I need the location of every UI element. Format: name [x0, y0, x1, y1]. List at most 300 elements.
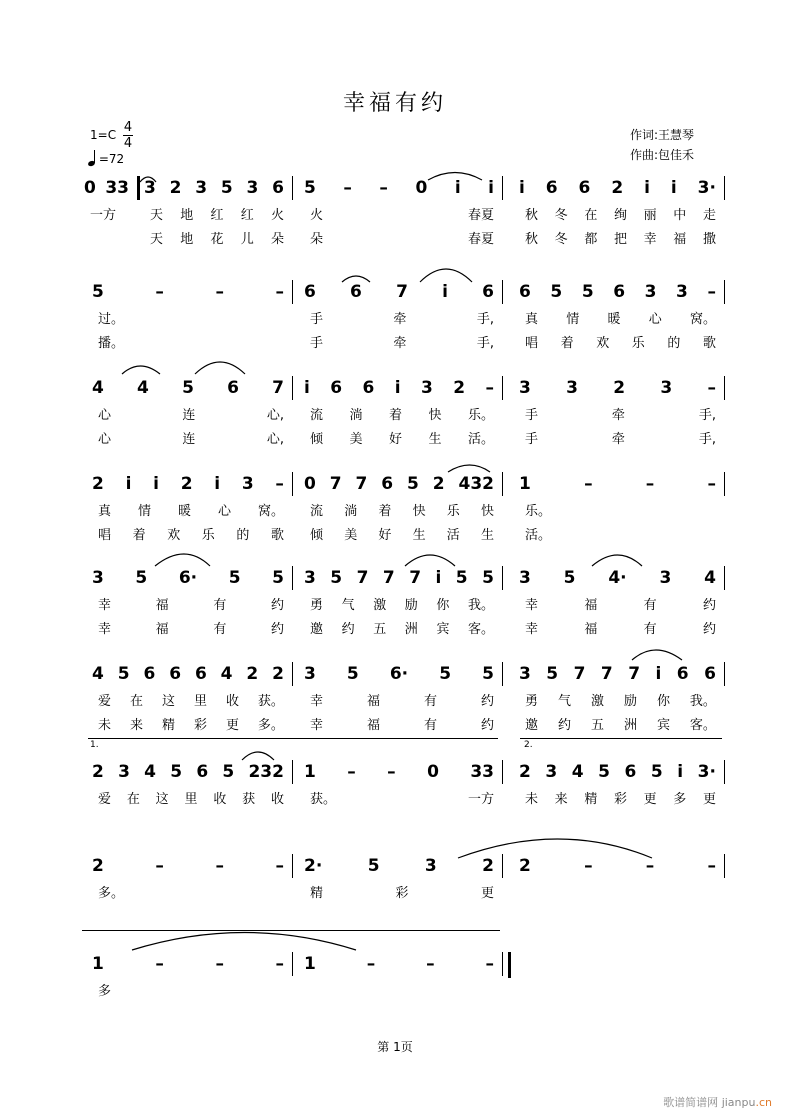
- barline: [502, 472, 503, 496]
- barline: [292, 376, 293, 400]
- lyric-syllable: 有: [643, 622, 657, 637]
- lyric-line-1: [525, 690, 716, 709]
- measure-notes: [92, 378, 284, 398]
- lyric-syllable: 约: [480, 694, 494, 709]
- lyric-line-1: [90, 204, 129, 223]
- note: 5: [581, 282, 594, 302]
- note: 3: [144, 178, 156, 198]
- lyric-syllable: 更: [702, 792, 716, 807]
- lyric-syllable: 约: [270, 598, 284, 613]
- note: 432: [458, 474, 494, 494]
- lyric-syllable: 快: [412, 504, 426, 519]
- note: –: [584, 474, 593, 494]
- lyric-syllable: 五: [590, 718, 604, 733]
- lyric-syllable: 你: [656, 694, 670, 709]
- note: 4: [137, 378, 149, 398]
- lyric-syllable: 红: [240, 208, 254, 223]
- measure-notes: [519, 474, 716, 494]
- measure-notes: [519, 762, 716, 782]
- barline: [292, 760, 293, 784]
- lyric-line-2: [525, 428, 716, 447]
- note: 5: [550, 282, 563, 302]
- lyric-line-1: [98, 594, 284, 613]
- note: i: [394, 378, 401, 398]
- lyric-syllable: 有: [213, 598, 227, 613]
- lyric-line-1: [525, 204, 716, 223]
- note: –: [707, 856, 716, 876]
- note: 2: [180, 474, 193, 494]
- note: 3: [118, 762, 130, 782]
- measure-notes: [92, 954, 284, 974]
- note: 6: [304, 282, 316, 302]
- note: –: [379, 178, 388, 198]
- barline: [502, 760, 503, 784]
- note: 6: [330, 378, 343, 398]
- lyric-syllable: 精: [310, 886, 324, 901]
- note: 3: [519, 378, 531, 398]
- note: 7: [272, 378, 284, 398]
- note: 2: [482, 856, 494, 876]
- lyric-syllable: 秋: [525, 232, 539, 247]
- lyric-line-1: [310, 204, 494, 223]
- lyric-syllable: 有: [643, 598, 657, 613]
- note: 7: [600, 664, 613, 684]
- barline: [292, 854, 293, 878]
- volta-1-bracket: [88, 738, 498, 739]
- lyric-syllable: 快: [480, 504, 494, 519]
- slur: [155, 554, 210, 566]
- lyric-line-2: [525, 228, 716, 247]
- lyric-syllable: 宾: [436, 622, 450, 637]
- lyric-syllable: 里: [193, 694, 207, 709]
- note: 6: [362, 378, 375, 398]
- lyric-syllable: 暖: [607, 312, 621, 327]
- lyric-syllable: 播。: [98, 336, 125, 351]
- barline: [724, 662, 725, 686]
- note: 5: [304, 178, 316, 198]
- volta-1-label: 1.: [90, 740, 99, 750]
- lyric-syllable: 福: [366, 694, 380, 709]
- note: 5: [330, 568, 343, 588]
- lyric-line-1: [310, 404, 494, 423]
- lyric-syllable: 彩: [395, 886, 409, 901]
- note: 2: [272, 664, 284, 684]
- lyric-syllable: 手: [310, 336, 324, 351]
- note: 6·: [178, 568, 198, 588]
- lyric-line-2: [98, 428, 284, 447]
- lyric-syllable: 收: [225, 694, 239, 709]
- note: 6: [143, 664, 156, 684]
- measure-notes: [519, 568, 716, 588]
- barline: [502, 854, 503, 878]
- lyric-syllable: 心,: [266, 408, 284, 423]
- lyric-syllable: 着: [378, 504, 392, 519]
- quarter-note-icon: [87, 160, 95, 167]
- lyric-syllable: 活。: [467, 432, 494, 447]
- key-signature: 1=C: [90, 128, 117, 142]
- lyric-syllable: 气: [557, 694, 571, 709]
- lyric-syllable: 牵: [611, 408, 625, 423]
- note: 7: [329, 474, 342, 494]
- lyric-syllable: 一方: [90, 208, 117, 223]
- lyric-syllable: 冬: [554, 232, 568, 247]
- lyric-syllable: 精: [161, 718, 175, 733]
- lyric-syllable: 幸: [310, 718, 324, 733]
- lyric-syllable: 着: [388, 408, 402, 423]
- barline: [502, 376, 503, 400]
- lyric-syllable: 暖: [177, 504, 191, 519]
- lyric-syllable: 约: [557, 718, 571, 733]
- lyric-syllable: 绚: [613, 208, 627, 223]
- lyric-syllable: 激: [373, 598, 387, 613]
- note: 2: [92, 474, 104, 494]
- lyric-syllable: 秋: [525, 208, 539, 223]
- barline: [292, 566, 293, 590]
- lyric-syllable: 获。: [257, 694, 284, 709]
- note: –: [366, 954, 376, 974]
- note: 0: [427, 762, 439, 782]
- note: 5: [346, 664, 359, 684]
- tempo-mark: [88, 150, 124, 166]
- note: i: [304, 378, 310, 398]
- measure-notes: [92, 474, 284, 494]
- lyric-syllable: 来: [554, 792, 568, 807]
- note: 5: [598, 762, 610, 782]
- lyric-syllable: 着: [560, 336, 574, 351]
- composer-credit: 作曲:包佳禾: [630, 148, 695, 162]
- note: –: [215, 856, 224, 876]
- lyric-syllable: 更: [225, 718, 239, 733]
- lyric-syllable: 情: [566, 312, 580, 327]
- lyric-syllable: 更: [480, 886, 494, 901]
- slur: [195, 362, 245, 374]
- lyric-syllable: 红: [210, 208, 224, 223]
- note: 5: [117, 664, 130, 684]
- lyric-syllable: 幸: [525, 598, 539, 613]
- note: 6: [704, 664, 716, 684]
- note: 2: [92, 762, 104, 782]
- lyric-line-2: [310, 428, 494, 447]
- note: 5: [182, 378, 194, 398]
- measure-notes: [304, 282, 494, 302]
- lyric-syllable: 乐: [201, 528, 215, 543]
- lyric-line-1: [310, 690, 494, 709]
- lyric-syllable: 手: [525, 408, 539, 423]
- note: 6: [613, 282, 626, 302]
- note: 3: [545, 762, 558, 782]
- note: 3: [659, 568, 672, 588]
- measure-notes: [84, 178, 129, 198]
- note: 3: [424, 856, 437, 876]
- lyric-line-2: [98, 524, 284, 543]
- lyric-line-2: [150, 228, 284, 247]
- note: 2: [611, 178, 624, 198]
- note: 3: [246, 178, 259, 198]
- time-signature: [122, 120, 134, 151]
- slur: [448, 465, 490, 472]
- ending-line: [82, 930, 500, 931]
- note: 0: [304, 474, 316, 494]
- note: –: [707, 282, 716, 302]
- note: 5: [407, 474, 419, 494]
- lyric-line-1: [98, 788, 284, 807]
- note: 6: [381, 474, 394, 494]
- lyric-syllable: 春夏: [467, 232, 494, 247]
- lyric-syllable: 宾: [656, 718, 670, 733]
- lyric-syllable: 励: [404, 598, 418, 613]
- lyric-syllable: 幸: [310, 694, 324, 709]
- note: 3: [241, 474, 254, 494]
- lyric-syllable: 邀: [525, 718, 539, 733]
- lyric-syllable: 乐: [446, 504, 460, 519]
- song-title: 幸福有约: [342, 91, 447, 116]
- lyric-syllable: 更: [643, 792, 657, 807]
- note: i: [442, 282, 448, 302]
- lyric-line-1: [150, 204, 284, 223]
- note: 4: [571, 762, 584, 782]
- barline: [292, 472, 293, 496]
- lyric-syllable: 手,: [698, 408, 716, 423]
- lyric-line-2: [98, 332, 284, 351]
- note: 7: [382, 568, 395, 588]
- lyric-syllable: 爱: [98, 694, 112, 709]
- note: 2: [613, 378, 626, 398]
- lyric-syllable: 牵: [393, 336, 407, 351]
- lyric-syllable: 流: [310, 504, 324, 519]
- note: 6: [578, 178, 591, 198]
- slur: [405, 555, 455, 566]
- lyric-syllable: 的: [667, 336, 681, 351]
- lyric-line-1: [98, 308, 284, 327]
- lyric-syllable: 美: [344, 528, 358, 543]
- lyric-syllable: 爱: [98, 792, 112, 807]
- note: –: [645, 856, 655, 876]
- note: 5: [439, 664, 452, 684]
- lyric-syllable: 牵: [611, 432, 625, 447]
- measure-notes: [304, 474, 494, 494]
- note: –: [275, 282, 284, 302]
- lyric-syllable: 快: [428, 408, 442, 423]
- lyric-syllable: 洲: [623, 718, 637, 733]
- lyric-syllable: 彩: [193, 718, 207, 733]
- note: 7: [356, 568, 369, 588]
- lyric-syllable: 过。: [98, 312, 125, 327]
- lyric-line-2: [310, 524, 494, 543]
- watermark: 歌谱简谱网 jianpu.cn: [663, 1096, 772, 1109]
- lyric-syllable: 流: [310, 408, 324, 423]
- measure-notes: [144, 178, 284, 198]
- lyric-syllable: 邀: [310, 622, 324, 637]
- lyric-line-1: [310, 500, 494, 519]
- measure-notes: [92, 664, 284, 684]
- note: 6: [676, 664, 689, 684]
- barline: [292, 280, 293, 304]
- lyric-syllable: 儿: [240, 232, 254, 247]
- lyric-syllable: 约: [270, 622, 284, 637]
- lyric-line-1: [98, 690, 284, 709]
- lyric-syllable: 把: [613, 232, 627, 247]
- lyric-syllable: 多: [98, 984, 112, 999]
- note: i: [670, 178, 677, 198]
- note: 3: [420, 378, 433, 398]
- lyric-syllable: 真: [98, 504, 112, 519]
- lyric-line-1: [310, 788, 494, 807]
- note: 1: [304, 954, 316, 974]
- lyric-syllable: 好: [378, 528, 392, 543]
- lyric-syllable: 里: [184, 792, 198, 807]
- note: i: [488, 178, 494, 198]
- lyric-syllable: 冬: [554, 208, 568, 223]
- note: 7: [396, 282, 408, 302]
- note: 5: [546, 664, 559, 684]
- note: 4: [704, 568, 716, 588]
- note: 2: [169, 178, 182, 198]
- note: 6: [545, 178, 558, 198]
- note: 232: [248, 762, 284, 782]
- lyric-syllable: 有: [423, 718, 437, 733]
- volta-2-bracket: [520, 738, 722, 739]
- lyric-syllable: 福: [673, 232, 687, 247]
- lyric-syllable: 淌: [344, 504, 358, 519]
- lyric-syllable: 连: [182, 408, 196, 423]
- lyric-syllable: 福: [155, 622, 169, 637]
- lyric-syllable: 约: [702, 598, 716, 613]
- note: 6: [519, 282, 531, 302]
- lyric-syllable: 天: [150, 232, 164, 247]
- lyric-line-2: [310, 714, 494, 733]
- note: i: [677, 762, 684, 782]
- note: 2: [92, 856, 104, 876]
- lyricist-credit: 作词:王慧琴: [630, 128, 695, 142]
- lyric-syllable: 勇: [310, 598, 324, 613]
- note: 3: [676, 282, 688, 302]
- lyric-syllable: 天: [150, 208, 164, 223]
- lyric-syllable: 倾: [310, 528, 324, 543]
- lyric-syllable: 约: [702, 622, 716, 637]
- slur: [632, 650, 682, 660]
- note: 6: [272, 178, 284, 198]
- lyric-syllable: 幸: [525, 622, 539, 637]
- note: 2: [246, 664, 259, 684]
- lyric-syllable: 幸: [643, 232, 657, 247]
- note: –: [645, 474, 655, 494]
- lyric-syllable: 手,: [476, 336, 494, 351]
- barline: [724, 760, 725, 784]
- lyric-syllable: 活。: [525, 528, 552, 543]
- lyric-syllable: 火: [310, 208, 324, 223]
- slur: [420, 269, 472, 282]
- meter-top: 4: [123, 120, 133, 135]
- lyric-syllable: 多: [673, 792, 687, 807]
- lyric-syllable: 乐。: [467, 408, 494, 423]
- lyric-line-1: [525, 308, 716, 327]
- lyric-syllable: 倾: [310, 432, 324, 447]
- note: –: [155, 282, 164, 302]
- note: 7: [355, 474, 368, 494]
- lyric-line-2: [310, 228, 494, 247]
- lyric-syllable: 心,: [266, 432, 284, 447]
- measure-notes: [304, 762, 494, 782]
- lyric-syllable: 福: [155, 598, 169, 613]
- lyric-syllable: 获: [242, 792, 256, 807]
- lyric-syllable: 牵: [393, 312, 407, 327]
- tempo-value: =72: [98, 152, 125, 166]
- lyric-syllable: 欢: [596, 336, 610, 351]
- barline: [292, 662, 293, 686]
- note: 6: [624, 762, 637, 782]
- note: 5: [228, 568, 241, 588]
- measure-notes: [519, 282, 716, 302]
- note: 2: [519, 762, 531, 782]
- lyric-syllable: 歌: [702, 336, 716, 351]
- barline: [724, 376, 725, 400]
- lyric-syllable: 气: [341, 598, 355, 613]
- lyric-syllable: 窝。: [257, 504, 284, 519]
- lyric-syllable: 生: [428, 432, 442, 447]
- lyric-syllable: 洲: [404, 622, 418, 637]
- note: –: [275, 856, 284, 876]
- lyric-line-1: [310, 594, 494, 613]
- note: 6: [196, 762, 209, 782]
- note: 2: [519, 856, 531, 876]
- note: 6: [350, 282, 362, 302]
- lyric-syllable: 一方: [467, 792, 494, 807]
- slur: [132, 933, 356, 951]
- note: 7: [409, 568, 422, 588]
- note: 3: [304, 568, 316, 588]
- note: i: [153, 474, 159, 494]
- note: 4: [92, 378, 104, 398]
- note: –: [343, 178, 352, 198]
- lyric-syllable: 励: [623, 694, 637, 709]
- lyric-syllable: 客。: [689, 718, 716, 733]
- measure-notes: [304, 664, 494, 684]
- note: 3: [644, 282, 657, 302]
- lyric-syllable: 心: [648, 312, 662, 327]
- note: –: [707, 378, 716, 398]
- lyric-syllable: 真: [525, 312, 539, 327]
- lyric-line-1: [98, 404, 284, 423]
- note: 3: [304, 664, 316, 684]
- note: –: [155, 954, 164, 974]
- lyric-syllable: 朵: [310, 232, 324, 247]
- lyric-syllable: 中: [673, 208, 687, 223]
- note: 7: [573, 664, 586, 684]
- lyric-syllable: 勇: [525, 694, 539, 709]
- lyric-syllable: 好: [388, 432, 402, 447]
- lyric-syllable: 地: [180, 208, 194, 223]
- meter-bottom: 4: [123, 136, 133, 151]
- note: –: [347, 762, 356, 782]
- note: 5: [272, 568, 284, 588]
- note: 6: [227, 378, 239, 398]
- lyric-line-1: [98, 500, 284, 519]
- note: 5: [367, 856, 380, 876]
- lyric-syllable: 歌: [270, 528, 284, 543]
- note: 5: [170, 762, 183, 782]
- measure-notes: [304, 568, 494, 588]
- lyric-line-1: [98, 980, 284, 999]
- note: 5: [482, 664, 494, 684]
- note: 4: [92, 664, 104, 684]
- lyric-syllable: 春夏: [467, 208, 494, 223]
- note: 3·: [697, 762, 716, 782]
- lyric-line-1: [310, 308, 494, 327]
- lyric-syllable: 手,: [698, 432, 716, 447]
- measure-notes: [519, 378, 716, 398]
- slur: [592, 555, 642, 566]
- lyric-syllable: 幸: [98, 598, 112, 613]
